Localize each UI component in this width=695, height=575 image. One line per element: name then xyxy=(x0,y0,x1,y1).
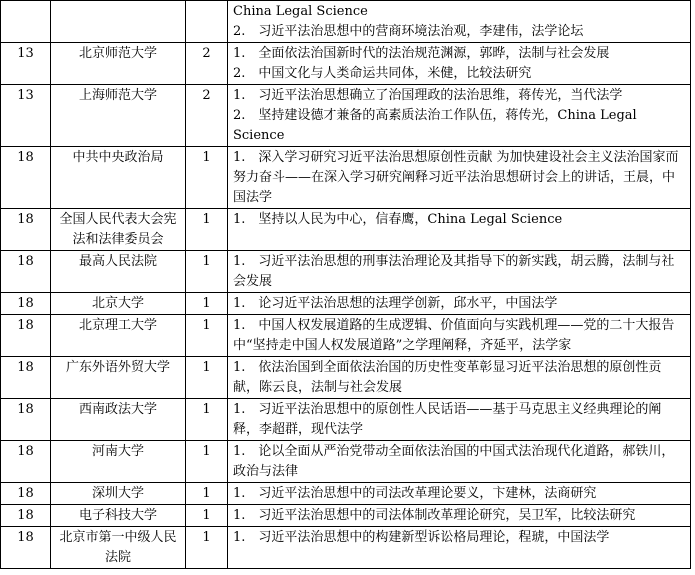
rank-cell: 18 xyxy=(1,147,51,209)
table-row xyxy=(1,1,691,43)
table-row xyxy=(1,147,691,209)
institution-cell: 中共中央政治局 xyxy=(51,147,186,209)
papers-cell xyxy=(228,505,691,527)
table-row xyxy=(1,251,691,293)
papers-cell xyxy=(228,527,691,569)
institution-cell: 上海师范大学 xyxy=(51,85,186,147)
paper-entry: 1. 论以全面从严治党带动全面依法治国的中国式法治现代化道路，郝铁川，政治与法律 xyxy=(233,444,675,479)
paper-count-cell: 1 xyxy=(186,483,228,505)
paper-entry: 2. 习近平法治思想中的营商环境法治观，李建伟，法学论坛 xyxy=(233,24,584,39)
institution-cell: 北京理工大学 xyxy=(51,315,186,357)
paper-entry: 1. 习近平法治思想中的原创性人民话语——基于马克思主义经典理论的阐释，李超群，现代法学 xyxy=(233,402,662,437)
rank-cell: 18 xyxy=(1,527,51,569)
institution-cell: 广东外语外贸大学 xyxy=(51,357,186,399)
rank-cell: 18 xyxy=(1,441,51,483)
rank-cell: 18 xyxy=(1,505,51,527)
paper-entry: 1. 全面依法治国新时代的法治规范渊源，郭晔，法制与社会发展 xyxy=(233,46,610,61)
paper-count-cell: 1 xyxy=(186,315,228,357)
paper-count-cell: 2 xyxy=(186,85,228,147)
paper-count-cell: 2 xyxy=(186,43,228,85)
papers-cell xyxy=(228,85,691,147)
institution-cell: 全国人民代表大会宪法和法律委员会 xyxy=(51,209,186,251)
paper-entry: 1. 习近平法治思想确立了治国理政的法治思维，蒋传光，当代法学 xyxy=(233,88,623,103)
paper-entry: 1. 习近平法治思想中的构建新型诉讼格局理论，程琥，中国法学 xyxy=(233,530,610,545)
rank-cell: 18 xyxy=(1,293,51,315)
rank-cell: 18 xyxy=(1,357,51,399)
paper-entry: China Legal Science xyxy=(233,4,368,19)
table-row xyxy=(1,505,691,527)
paper-entry: 1. 深入学习研究习近平法治思想原创性贡献 为加快建设社会主义法治国家而努力奋斗——在深入学习研究阐释习近平法治思想研讨会上的讲话，王晨，中国法学 xyxy=(233,150,679,205)
rank-cell: 18 xyxy=(1,483,51,505)
table-row xyxy=(1,399,691,441)
paper-entry: 1. 论习近平法治思想的法理学创新，邱水平，中国法学 xyxy=(233,296,558,311)
paper-entry: 1. 依法治国到全面依法治国的历史性变革彰显习近平法治思想的原创性贡献，陈云良，法制与社会发展 xyxy=(233,360,662,395)
paper-count-cell: 1 xyxy=(186,293,228,315)
paper-count-cell: 1 xyxy=(186,147,228,209)
paper-count-cell: 1 xyxy=(186,505,228,527)
rank-cell: 13 xyxy=(1,43,51,85)
rank-cell: 18 xyxy=(1,315,51,357)
table-row xyxy=(1,527,691,569)
paper-entry: 1. 中国人权发展道路的生成逻辑、价值面向与实践机理——党的二十大报告中“坚持走中国人权发展道路”之学理阐释，齐延平，法学家 xyxy=(233,318,675,353)
paper-count-cell: 1 xyxy=(186,209,228,251)
paper-entry: 1. 坚持以人民为中心，信春鹰，China Legal Science xyxy=(233,212,563,227)
institution-cell: 北京大学 xyxy=(51,293,186,315)
paper-entry: 2. 坚持建设德才兼备的高素质法治工作队伍，蒋传光，China Legal Science xyxy=(233,108,637,143)
paper-count-cell: 1 xyxy=(186,441,228,483)
papers-cell xyxy=(228,357,691,399)
paper-count-cell: 1 xyxy=(186,251,228,293)
table-row xyxy=(1,209,691,251)
paper-entry: 2. 中国文化与人类命运共同体，米健，比较法研究 xyxy=(233,66,532,81)
table-row xyxy=(1,85,691,147)
table-row xyxy=(1,315,691,357)
table-row xyxy=(1,441,691,483)
papers-cell xyxy=(228,315,691,357)
rank-cell: 18 xyxy=(1,399,51,441)
papers-cell xyxy=(228,1,691,43)
papers-cell xyxy=(228,209,691,251)
papers-cell xyxy=(228,483,691,505)
institution-cell: 深圳大学 xyxy=(51,483,186,505)
rank-cell: 18 xyxy=(1,251,51,293)
papers-cell xyxy=(228,441,691,483)
paper-entry: 1. 习近平法治思想中的司法体制改革理论研究，吴卫军，比较法研究 xyxy=(233,508,636,523)
paper-entry: 1. 习近平法治思想的刑事法治理论及其指导下的新实践，胡云腾，法制与社会发展 xyxy=(233,254,675,289)
papers-cell xyxy=(228,147,691,209)
institution-cell: 北京师范大学 xyxy=(51,43,186,85)
table-row xyxy=(1,483,691,505)
institution-cell: 北京市第一中级人民法院 xyxy=(51,527,186,569)
ranking-table-body xyxy=(1,1,691,569)
table-row xyxy=(1,293,691,315)
institution-cell: 电子科技大学 xyxy=(51,505,186,527)
table-row xyxy=(1,357,691,399)
paper-count-cell: 1 xyxy=(186,527,228,569)
paper-count-cell: 1 xyxy=(186,399,228,441)
paper-count-cell: 1 xyxy=(186,357,228,399)
papers-cell xyxy=(228,43,691,85)
institution-cell: 西南政法大学 xyxy=(51,399,186,441)
papers-cell xyxy=(228,399,691,441)
paper-entry: 1. 习近平法治思想中的司法改革理论要义，卞建林，法商研究 xyxy=(233,486,597,501)
papers-cell xyxy=(228,251,691,293)
institution-cell xyxy=(51,1,186,43)
rank-cell: 13 xyxy=(1,85,51,147)
rank-cell xyxy=(1,1,51,43)
rank-cell: 18 xyxy=(1,209,51,251)
institution-cell: 最高人民法院 xyxy=(51,251,186,293)
table-row xyxy=(1,43,691,85)
papers-cell xyxy=(228,293,691,315)
paper-count-cell xyxy=(186,1,228,43)
institution-cell: 河南大学 xyxy=(51,441,186,483)
